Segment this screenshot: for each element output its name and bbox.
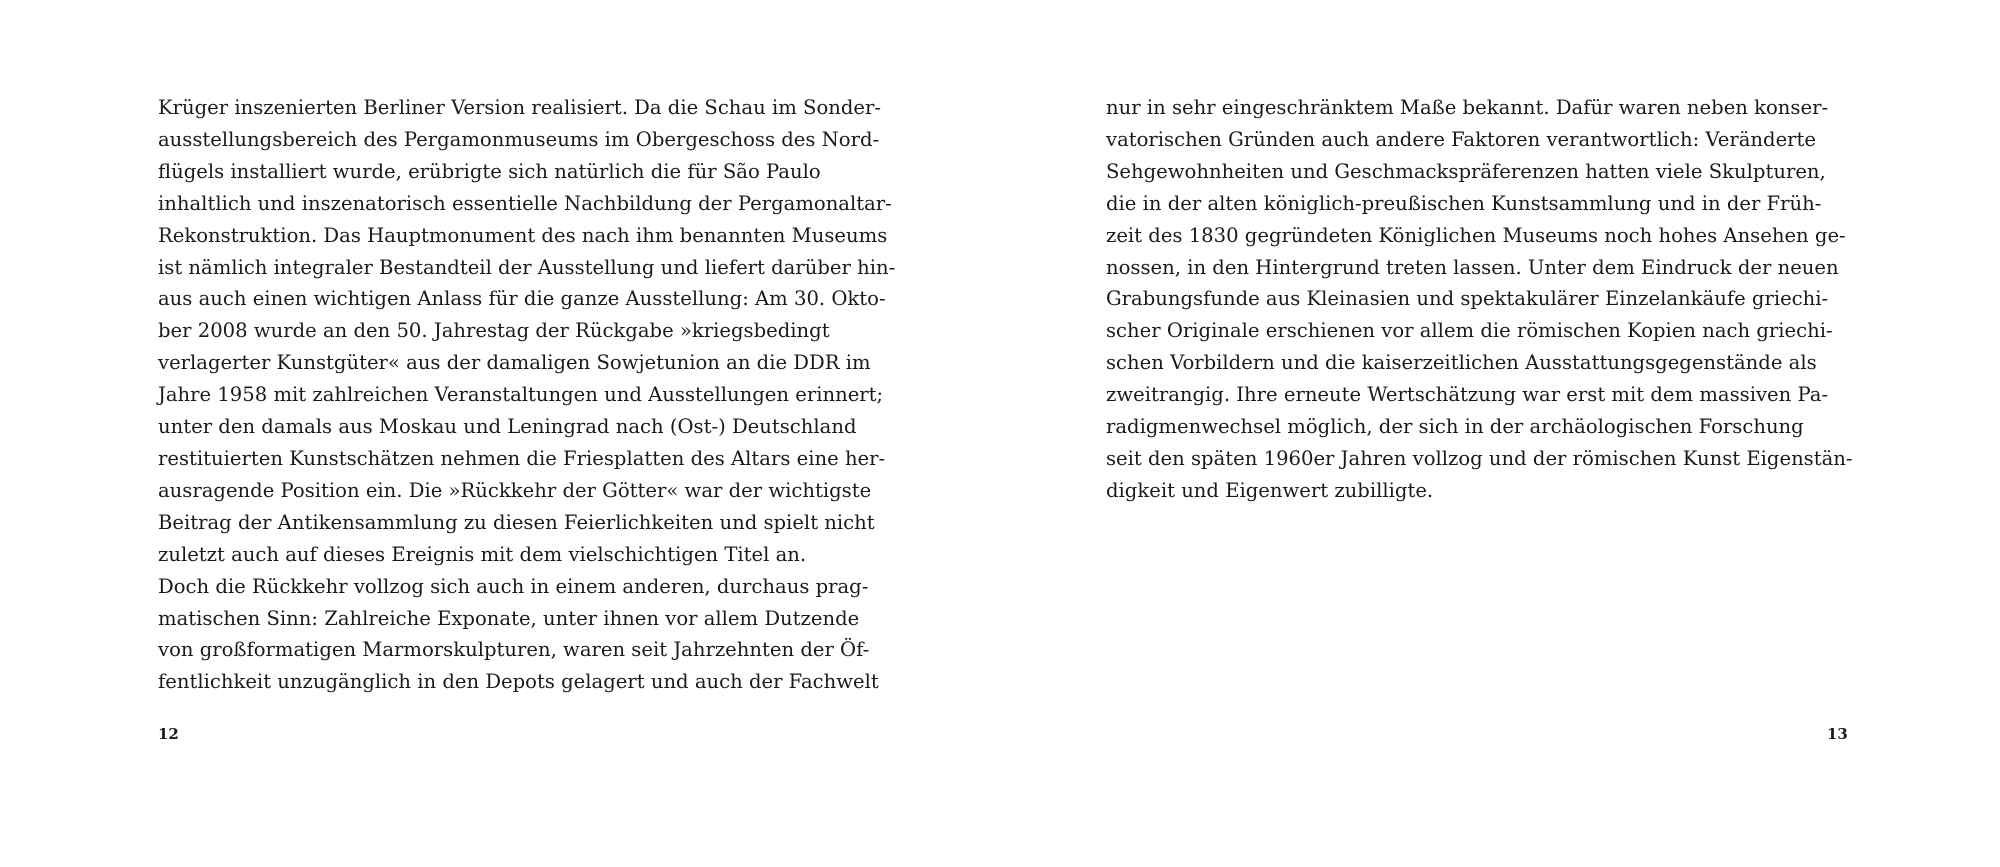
text-line: radigmenwechsel möglich, der sich in der archäologischen Forschung	[1106, 415, 1804, 439]
text-line: die in der alten königlich-preußischen Kunstsammlung und in der Früh-	[1106, 191, 1822, 215]
text-line: von großformatigen Marmorskulpturen, waren seit Jahrzehnten der Öf-	[158, 638, 870, 662]
text-line: flügels installiert wurde, erübrigte sich natürlich die für São Paulo	[158, 159, 821, 183]
text-line: verlagerter Kunstgüter« aus der damaligen Sowjetunion an die DDR im	[158, 351, 871, 375]
text-line: inhaltlich und inszenatorisch essentielle Nachbildung der Pergamonaltar-	[158, 191, 892, 215]
text-line: unter den damals aus Moskau und Leningrad nach (Ost-) Deutschland	[158, 415, 857, 439]
text-line: ber 2008 wurde an den 50. Jahrestag der Rückgabe »kriegsbedingt	[158, 319, 830, 343]
page-number-left: 12	[158, 725, 179, 743]
right-page	[1000, 0, 2000, 867]
text-line: Rekonstruktion. Das Hauptmonument des nach ihm benannten Museums	[158, 223, 888, 247]
text-line: ist nämlich integraler Bestandteil der Ausstellung und liefert darüber hin-	[158, 255, 896, 279]
text-line: nur in sehr eingeschränktem Maße bekannt. Dafür waren neben konser-	[1106, 96, 1829, 119]
text-line: aus auch einen wichtigen Anlass für die ganze Ausstellung: Am 30. Okto-	[158, 287, 886, 311]
text-line: nossen, in den Hintergrund treten lassen. Unter dem Eindruck der neuen	[1106, 255, 1839, 279]
text-line: Sehgewohnheiten und Geschmackspräferenzen hatten viele Skulpturen,	[1106, 159, 1826, 183]
text-line: zeit des 1830 gegründeten Königlichen Museums noch hohes Ansehen ge-	[1106, 223, 1846, 247]
text-line: schen Vorbildern und die kaiserzeitlichen Ausstattungsgegenstände als	[1106, 351, 1817, 375]
left-page-text	[158, 92, 918, 698]
text-line: matischen Sinn: Zahlreiche Exponate, unter ihnen vor allem Dutzende	[158, 606, 860, 630]
text-line: zuletzt auch auf dieses Ereignis mit dem vielschichtigen Titel an.	[158, 542, 807, 566]
text-line: restituierten Kunstschätzen nehmen die Friesplatten des Altars eine her-	[158, 446, 886, 470]
text-line: zweitrangig. Ihre erneute Wertschätzung war erst mit dem massiven Pa-	[1106, 383, 1829, 407]
text-line: Grabungsfunde aus Kleinasien und spektakulärer Einzelankäufe griechi-	[1106, 287, 1829, 311]
text-line: fentlichkeit unzugänglich in den Depots gelagert und auch der Fachwelt	[158, 670, 879, 694]
text-line: vatorischen Gründen auch andere Faktoren verantwortlich: Veränderte	[1106, 127, 1816, 151]
text-line: Krüger inszenierten Berliner Version realisiert. Da die Schau im Sonder-	[158, 96, 881, 119]
page-number-right: 13	[1827, 725, 1848, 743]
text-line: Jahre 1958 mit zahlreichen Veranstaltungen und Ausstellungen erinnert;	[158, 383, 884, 407]
text-line: digkeit und Eigenwert zubilligte.	[1106, 478, 1434, 502]
text-line: ausragende Position ein. Die »Rückkehr der Götter« war der wichtigste	[158, 478, 872, 502]
text-line: seit den späten 1960er Jahren vollzog und der römischen Kunst Eigenstän-	[1106, 446, 1853, 470]
text-line: ausstellungsbereich des Pergamonmuseums im Obergeschoss des Nord-	[158, 127, 880, 151]
right-page-text	[1106, 92, 1866, 507]
text-line: Doch die Rückkehr vollzog sich auch in einem anderen, durchaus prag-	[158, 574, 869, 598]
text-line: Beitrag der Antikensammlung zu diesen Feierlichkeiten und spielt nicht	[158, 510, 875, 534]
text-line: scher Originale erschienen vor allem die römischen Kopien nach griechi-	[1106, 319, 1833, 343]
